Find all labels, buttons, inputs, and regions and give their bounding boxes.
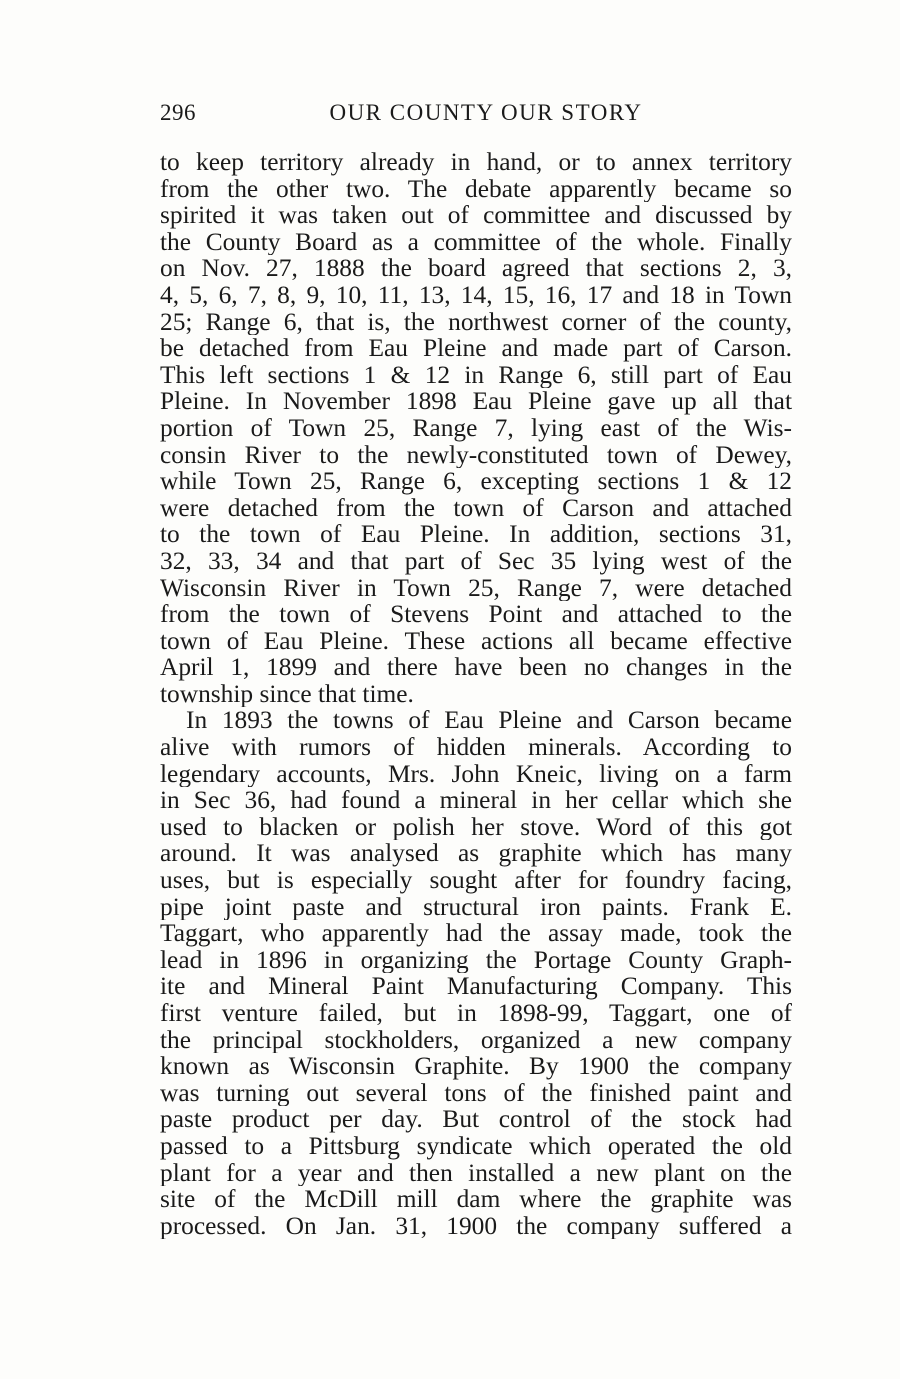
text-line: used to blacken or polish her stove. Word of this got <box>160 813 792 841</box>
text-line: to keep territory already in hand, or to annex territory <box>160 149 792 176</box>
text-line: ite and Mineral Paint Manufacturing Company. This <box>160 973 792 1000</box>
body-text <box>160 149 792 1239</box>
paragraph <box>160 149 792 707</box>
text-line: on Nov. 27, 1888 the board agreed that sections 2, 3, <box>160 255 792 282</box>
text-line: township since that time. <box>160 680 414 708</box>
text-line: processed. On Jan. 31, 1900 the company suffered a <box>160 1212 792 1240</box>
text-line: This left sections 1 & 12 in Range 6, still part of Eau <box>160 361 792 389</box>
text-line: 25; Range 6, that is, the northwest corner of the county, <box>160 308 792 336</box>
text-line: paste product per day. But control of the stock had <box>160 1106 792 1133</box>
text-line: alive with rumors of hidden minerals. According to <box>160 734 792 761</box>
text-line: spirited it was taken out of committee and discussed by <box>160 202 792 229</box>
text-line: first venture failed, but in 1898-99, Taggart, one of <box>160 1000 792 1027</box>
text-line: from the other two. The debate apparently became so <box>160 175 792 203</box>
text-line: were detached from the town of Carson and attached <box>160 494 792 522</box>
text-line: consin River to the newly-constituted town of Dewey, <box>160 441 792 469</box>
page-number: 296 <box>160 100 196 125</box>
text-line: portion of Town 25, Range 7, lying east of the Wis- <box>160 414 792 442</box>
text-line: legendary accounts, Mrs. John Kneic, living on a farm <box>160 760 792 788</box>
text-line: In 1893 the towns of Eau Pleine and Carson became <box>186 707 792 735</box>
text-line: uses, but is especially sought after for foundry facing, <box>160 867 792 894</box>
text-line: was turning out several tons of the finished paint and <box>160 1079 792 1107</box>
running-header-title: OUR COUNTY OUR STORY <box>329 100 643 125</box>
text-line: known as Wisconsin Graphite. By 1900 the company <box>160 1053 792 1080</box>
text-line: 32, 33, 34 and that part of Sec 35 lying west of the <box>160 547 792 575</box>
text-line: from the town of Stevens Point and attached to the <box>160 601 792 628</box>
text-line: the principal stockholders, organized a new company <box>160 1026 792 1054</box>
text-line: to the town of Eau Pleine. In addition, sections 31, <box>160 521 792 548</box>
text-line: be detached from Eau Pleine and made part of Carson. <box>160 335 792 362</box>
text-line: while Town 25, Range 6, excepting sections 1 & 12 <box>160 468 792 495</box>
text-line: around. It was analysed as graphite which has many <box>160 840 792 868</box>
text-line: the County Board as a committee of the whole. Finally <box>160 228 792 256</box>
text-line: Wisconsin River in Town 25, Range 7, were detached <box>160 574 792 602</box>
text-line: Pleine. In November 1898 Eau Pleine gave up all that <box>160 388 792 415</box>
text-line: in Sec 36, had found a mineral in her cellar which she <box>160 787 792 814</box>
running-header <box>160 100 792 132</box>
text-line: plant for a year and then installed a new plant on the <box>160 1159 792 1187</box>
text-line: site of the McDill mill dam where the graphite was <box>160 1186 792 1213</box>
text-line: passed to a Pittsburg syndicate which operated the old <box>160 1132 792 1160</box>
text-line: lead in 1896 in organizing the Portage County Graph- <box>160 946 792 974</box>
text-line: town of Eau Pleine. These actions all became effective <box>160 627 792 655</box>
text-line: pipe joint paste and structural iron paints. Frank E. <box>160 893 792 921</box>
text-line: 4, 5, 6, 7, 8, 9, 10, 11, 13, 14, 15, 16, 17 and 18 in Town <box>160 281 792 309</box>
text-line: April 1, 1899 and there have been no changes in the <box>160 654 792 681</box>
text-line: Taggart, who apparently had the assay made, took the <box>160 920 792 947</box>
paragraph <box>160 707 792 1239</box>
